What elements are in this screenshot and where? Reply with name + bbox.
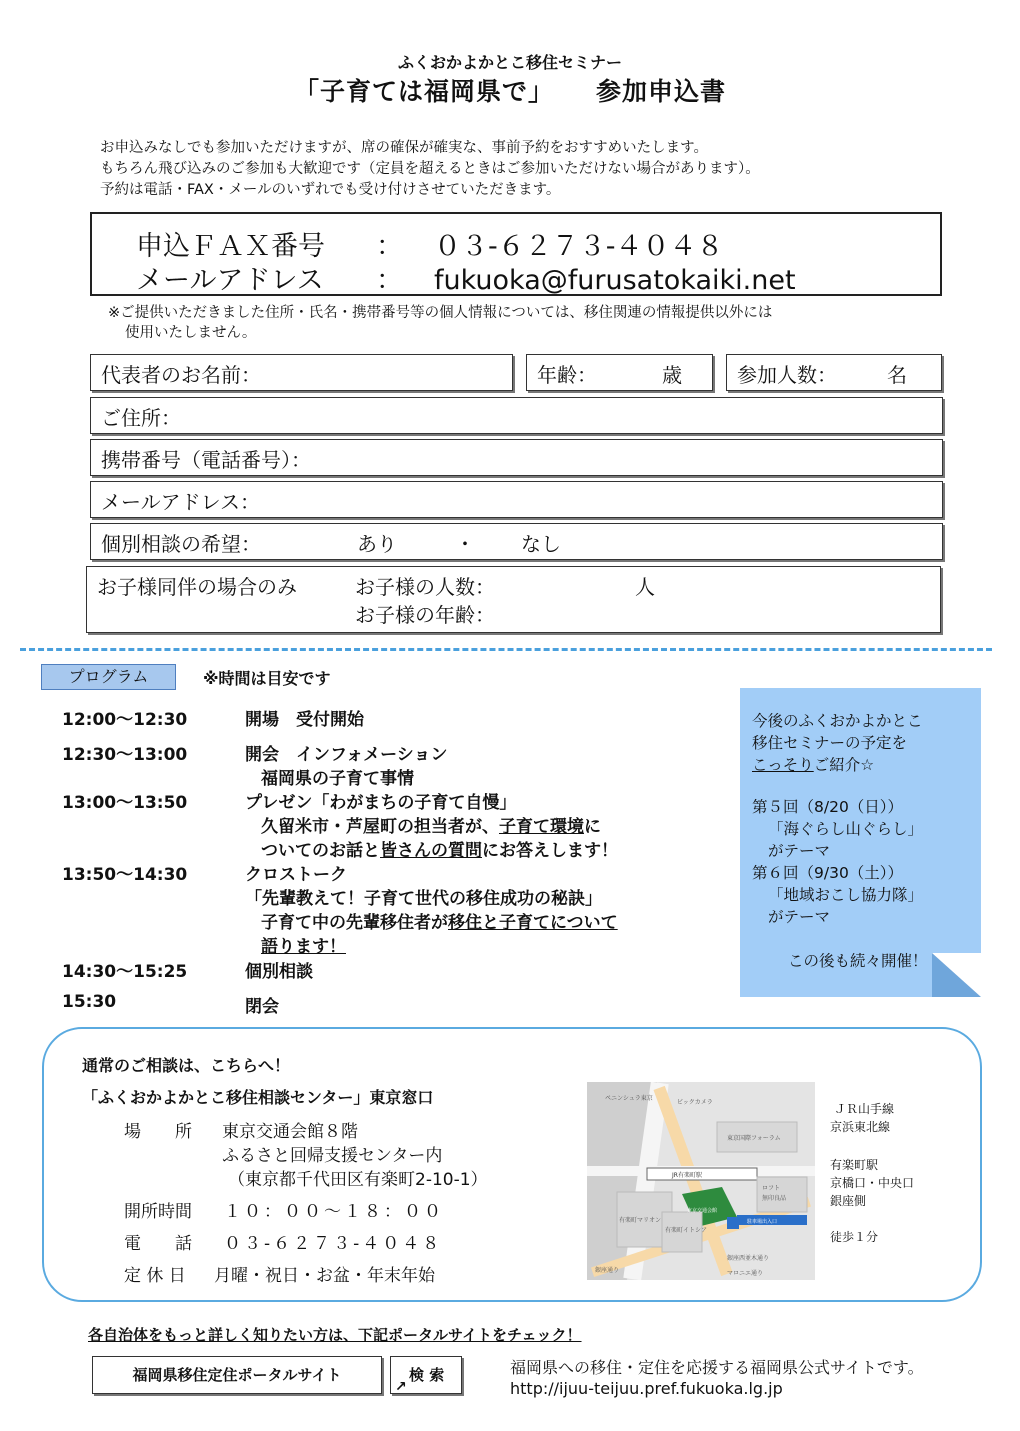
program-tag: プログラム xyxy=(41,664,176,690)
title-main: 「子育ては福岡県で」 xyxy=(293,77,554,106)
map-label: ペニンシュラ東京 xyxy=(605,1095,653,1102)
map-label: 東京国際フォーラム xyxy=(727,1135,781,1142)
hours-label: 開所時間 xyxy=(124,1202,192,1222)
fax-sep: ： xyxy=(376,231,403,262)
map-label: 有楽町マリオン xyxy=(619,1217,661,1224)
schedule-event: プレゼン「わがまちの子育て自慢」 xyxy=(245,793,517,813)
place-line-2: ふるさと回帰支援センター内 xyxy=(222,1146,443,1166)
map-label: ビックカメラ xyxy=(677,1099,713,1106)
schedule-event: 個別相談 xyxy=(245,962,313,982)
child-count-unit: 人 xyxy=(635,575,655,599)
age-field[interactable] xyxy=(526,354,713,391)
name-field[interactable] xyxy=(90,354,513,391)
place-label: 場 所 xyxy=(124,1122,192,1142)
map-label: 銀座通り xyxy=(595,1267,620,1274)
access-map[interactable] xyxy=(587,1082,815,1280)
fax-label: 申込ＦＡＸ番号 xyxy=(136,231,325,262)
sticky-line: がテーマ xyxy=(768,908,831,926)
mail-label: メールアドレス xyxy=(136,265,324,296)
title-tail: 参加申込書 xyxy=(596,77,727,106)
schedule-time: 13:00～13:50 xyxy=(62,793,188,813)
mail-address[interactable]: fukuoka@furusatokaiki.net xyxy=(434,265,796,296)
map-label: 無印良品 xyxy=(762,1195,787,1202)
privacy-line-2: 使用いたしません。 xyxy=(125,325,257,341)
cut-line-divider xyxy=(20,648,992,651)
schedule-event: 開場 受付開始 xyxy=(245,710,364,730)
phone-field[interactable] xyxy=(90,439,943,476)
closed-value: 月曜・祝日・お盆・年末年始 xyxy=(214,1266,435,1286)
search-label: 検 索 xyxy=(409,1366,445,1384)
schedule-detail: 「先輩教えて！子育て世代の移住成功の秘訣」 xyxy=(245,889,602,909)
mail-sep: ： xyxy=(376,265,403,296)
tel-value[interactable]: ０３-６２７３-４０４８ xyxy=(224,1234,443,1254)
consult-no-option[interactable]: なし xyxy=(521,532,561,556)
age-unit: 歳 xyxy=(662,363,682,387)
schedule-event: 閉会 xyxy=(245,997,279,1017)
upcoming-seminars-note xyxy=(740,688,981,997)
children-field[interactable] xyxy=(86,566,941,633)
hours-value: １０：００～１８：００ xyxy=(224,1202,444,1222)
map-note: 銀座側 xyxy=(830,1194,867,1208)
contact-box xyxy=(90,212,942,296)
privacy-line-1: ※ご提供いただきました住所・氏名・携帯番号等の個人情報については、移住関連の情報提供以外には xyxy=(108,305,773,321)
map-label: マロニエ通り xyxy=(727,1270,764,1277)
portal-url[interactable]: http://ijuu-teijuu.pref.fukuoka.lg.jp xyxy=(510,1379,783,1398)
sticky-line: この後も続々開催！ xyxy=(788,952,928,970)
page-title xyxy=(0,72,1020,108)
privacy-note xyxy=(108,303,958,343)
portal-description: 福岡県への移住・定住を応援する福岡県公式サイトです。 xyxy=(510,1358,924,1377)
map-label: 東京交通会館 xyxy=(687,1208,718,1214)
map-note: 有楽町駅 xyxy=(830,1158,879,1172)
map-label: JR有楽町駅 xyxy=(672,1172,702,1179)
schedule-detail: 福岡県の子育て事情 xyxy=(261,769,414,789)
place-line-1: 東京交通会館８階 xyxy=(222,1122,358,1142)
search-button[interactable] xyxy=(390,1356,462,1394)
sticky-emphasis: こっそり xyxy=(752,756,814,774)
sticky-line: 移住セミナーの予定を xyxy=(752,734,908,752)
intro-line-2: もちろん飛び込みのご参加も大歓迎です（定員を超えるときはご参加いただけない場合があります）。 xyxy=(100,161,760,177)
fax-number[interactable]: ０３-６２７３-４０４８ xyxy=(434,231,724,262)
map-label: 駐車場出入口 xyxy=(747,1219,778,1225)
phone-label: 携帯番号（電話番号）： xyxy=(101,448,311,472)
event-subtitle: ふくおかよかとこ移住セミナー xyxy=(397,53,622,72)
program-note: ※時間は目安です xyxy=(203,669,331,688)
sticky-line: 今後のふくおかよかとこ xyxy=(752,712,923,730)
closed-label: 定 休 日 xyxy=(124,1266,186,1286)
tel-label: 電 話 xyxy=(124,1234,192,1254)
participant-count-field[interactable] xyxy=(726,354,942,391)
consult-label: 個別相談の希望： xyxy=(101,532,261,556)
child-age-label: お子様の年齢： xyxy=(355,603,495,627)
schedule-detail: 久留米市・芦屋町の担当者が、子育て環境に xyxy=(261,817,601,837)
count-unit: 名 xyxy=(887,363,907,387)
sticky-line: 「地域おこし協力隊」 xyxy=(768,886,924,904)
schedule-detail: ついてのお話と皆さんの質問にお答えします！ xyxy=(261,841,618,861)
schedule-time: 12:30～13:00 xyxy=(62,745,188,765)
portal-search-term[interactable]: 福岡県移住定住ポータルサイト xyxy=(92,1356,382,1394)
schedule-time: 14:30～15:25 xyxy=(62,962,188,982)
map-note: 徒歩１分 xyxy=(830,1230,879,1244)
portal-prompt: 各自治体をもっと詳しく知りたい方は、下記ポータルサイトをチェック！ xyxy=(88,1326,582,1344)
schedule-event: クロストーク xyxy=(245,865,347,885)
email-field[interactable] xyxy=(90,481,943,518)
count-label: 参加人数： xyxy=(737,363,837,387)
age-label: 年齢： xyxy=(537,363,597,387)
place-line-3: （東京都千代田区有楽町2-10-1） xyxy=(228,1170,488,1190)
child-label: お子様同伴の場合のみ xyxy=(97,575,297,599)
arrow-cursor-icon: ↗ xyxy=(395,1379,407,1395)
map-label: ロフト xyxy=(762,1185,781,1192)
address-field[interactable] xyxy=(90,397,943,434)
sticky-line: 第５回（8/20（日）） xyxy=(752,798,904,816)
consultation-field[interactable] xyxy=(90,523,943,560)
schedule-time: 13:50～14:30 xyxy=(62,865,188,885)
sticky-fold xyxy=(932,953,981,997)
sticky-line: 第６回（9/30（土）） xyxy=(752,864,904,882)
map-label: 銀座西並木通り xyxy=(727,1255,770,1262)
consult-yes-option[interactable]: あり xyxy=(357,532,397,556)
map-note: ＪＲ山手線 xyxy=(834,1102,895,1116)
map-graphic xyxy=(587,1082,815,1280)
schedule-detail: 子育て中の先輩移住者が移住と子育てについて xyxy=(261,913,618,933)
center-name: 「ふくおかよかとこ移住相談センター」東京窓口 xyxy=(82,1088,434,1107)
child-count-label: お子様の人数： xyxy=(355,575,495,599)
schedule-detail: 語ります！ xyxy=(261,937,346,957)
map-note: 京橋口・中央口 xyxy=(830,1176,915,1190)
schedule-time: 12:00～12:30 xyxy=(62,710,188,730)
address-label: ご住所： xyxy=(101,406,181,430)
intro-line-1: お申込みなしでも参加いただけますが、席の確保が確実な、事前予約をおすすめいたします。 xyxy=(100,140,708,156)
sticky-line: 「海ぐらし山ぐらし」 xyxy=(768,820,924,838)
email-label: メールアドレス： xyxy=(101,490,260,514)
name-label: 代表者のお名前： xyxy=(101,363,261,387)
map-label: 有楽町イトシア xyxy=(665,1227,708,1234)
intro-line-3: 予約は電話・FAX・メールのいずれでも受け付けさせていただきます。 xyxy=(100,182,561,198)
center-heading: 通常のご相談は、こちらへ！ xyxy=(82,1056,291,1075)
map-note: 京浜東北線 xyxy=(830,1120,891,1134)
schedule-time: 15:30 xyxy=(62,992,117,1012)
schedule-event: 開会 インフォメーション xyxy=(245,745,448,765)
sticky-line xyxy=(752,754,874,776)
sticky-line: がテーマ xyxy=(768,842,831,860)
sticky-text: ご紹介☆ xyxy=(813,756,875,774)
consult-separator: ・ xyxy=(455,532,475,556)
